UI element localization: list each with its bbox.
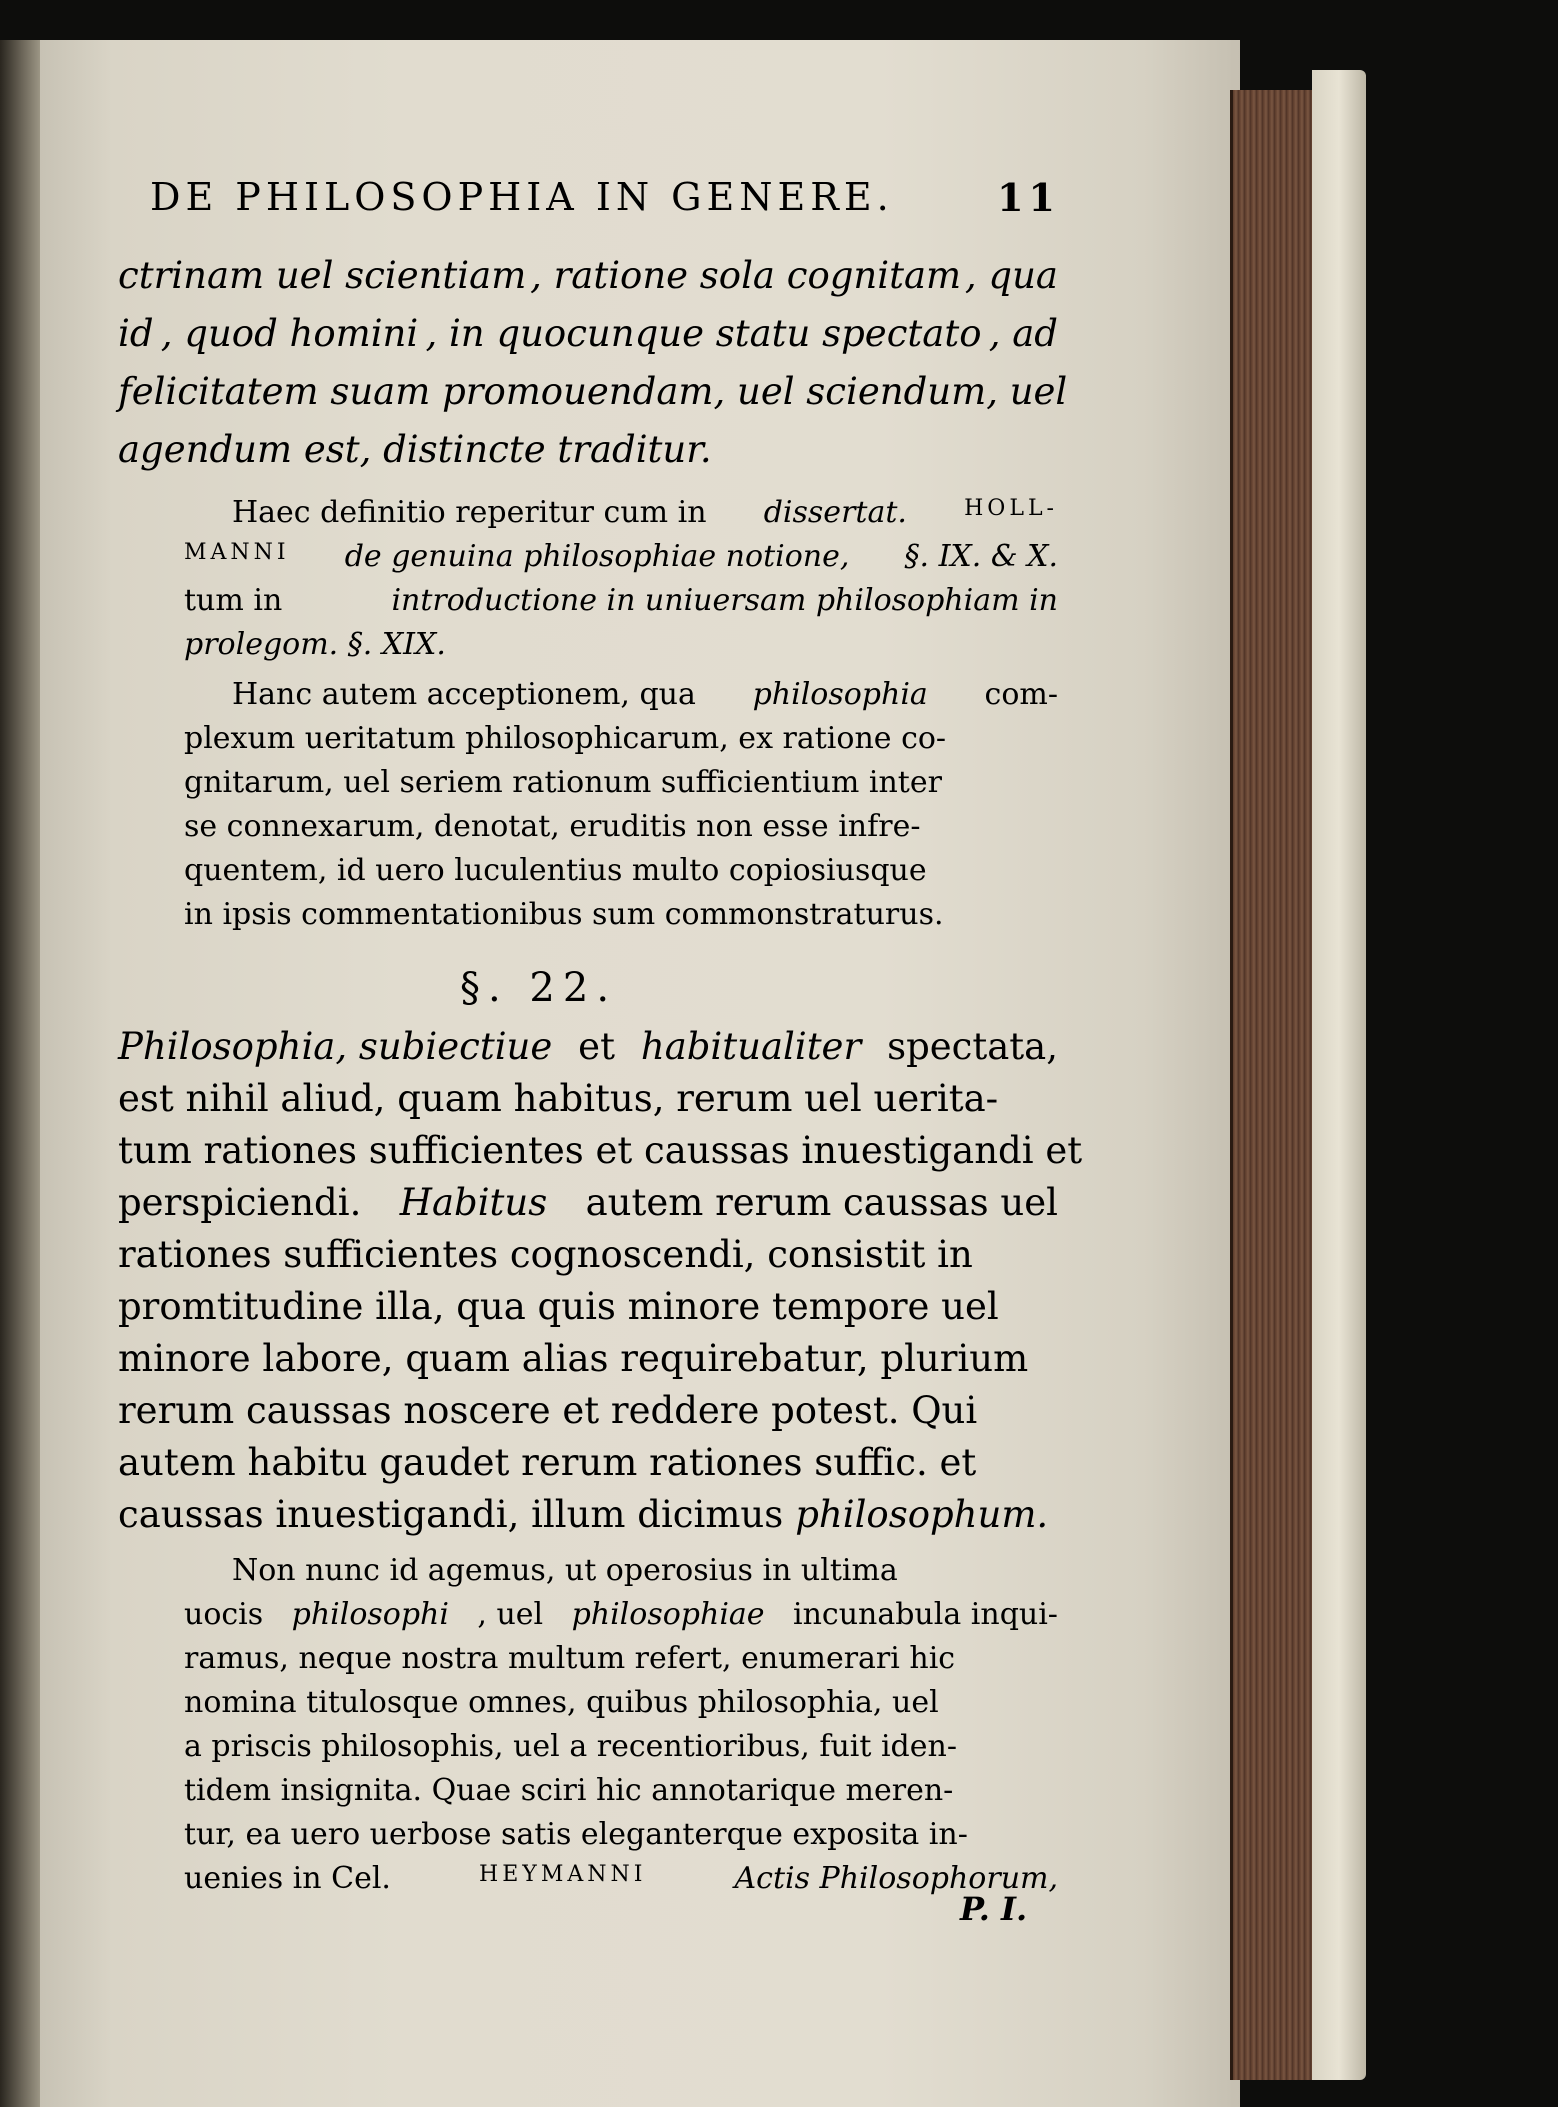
note-line: MANNI de genuina philosophiae notione, §. IX. & X. [184, 539, 1058, 574]
running-head-title: DE PHILOSOPHIA IN GENERE. [150, 175, 894, 219]
note-line: nomina titulosque omnes, quibus philosophia, uel [184, 1685, 939, 1720]
main-text-line: promtitudine illa, qua quis minore tempore uel [118, 1285, 999, 1328]
main-text-line: rationes sufficientes cognoscendi, consistit in [118, 1233, 973, 1276]
section-heading: §. 22. [460, 965, 618, 1011]
main-text-line: Philosophia , subiectiue et habitualiter spectata, [118, 1025, 1058, 1068]
note-line: a priscis philosophis, uel a recentioribus, fuit iden- [184, 1729, 957, 1764]
definition-line: agendum est , distincte traditur. [118, 428, 712, 471]
definition-line: ctrinam uel scientiam , ratione sola cognitam , qua [118, 254, 1058, 297]
page-number: 11 [997, 175, 1060, 220]
main-text-line: rerum caussas noscere et reddere potest. Qui [118, 1389, 978, 1432]
catchword: P. I. [960, 1890, 1028, 1928]
definition-line: id , quod homini , in quocunque statu spectato , ad [118, 312, 1058, 355]
note-line: Haec definitio reperitur cum in dissertat. HOLL- [232, 495, 1058, 530]
note-line: tum in introductione in uniuersam philosophiam in [184, 583, 1058, 618]
main-text-line: minore labore, quam alias requirebatur, plurium [118, 1337, 1029, 1380]
main-text-line: caussas inuestigandi, illum dicimus philosophum. [118, 1493, 1049, 1536]
note-line: in ipsis commentationibus sum commonstraturus. [184, 897, 944, 932]
note-line: gnitarum, uel seriem rationum sufficientium inter [184, 765, 942, 800]
note-line: plexum ueritatum philosophicarum, ex ratione co- [184, 721, 947, 756]
main-text-line: autem habitu gaudet rerum rationes suffic. et [118, 1441, 977, 1484]
note-line: uenies in Cel. HEYMANNI Actis Philosophorum, [184, 1861, 1058, 1896]
left-page-edge [0, 40, 40, 2107]
book-cover-edge [1312, 70, 1366, 2080]
note-line: prolegom. §. XIX. [184, 627, 446, 662]
note-line: uocis philosophi , uel philosophiae incunabula inqui- [184, 1597, 1058, 1632]
note-line: se connexarum, denotat, eruditis non esse infre- [184, 809, 921, 844]
page-fore-edge [1230, 90, 1315, 2080]
note-line: quentem, id uero luculentius multo copiosiusque [184, 853, 927, 888]
note-line: tidem insignita. Quae sciri hic annotarique meren- [184, 1773, 954, 1808]
definition-line: felicitatem suam promouendam , uel sciendum , uel [118, 370, 1068, 413]
note-line: Non nunc id agemus, ut operosius in ultima [232, 1553, 898, 1588]
note-line: Hanc autem acceptionem, qua philosophia com- [232, 677, 1058, 712]
running-head [150, 175, 1060, 225]
main-text-line: tum rationes sufficientes et caussas inuestigandi et [118, 1129, 1083, 1172]
main-text-line: est nihil aliud, quam habitus, rerum uel uerita- [118, 1077, 999, 1120]
note-line: tur, ea uero uerbose satis eleganterque exposita in- [184, 1817, 968, 1852]
main-text-line: perspiciendi. Habitus autem rerum caussas uel [118, 1181, 1058, 1224]
note-line: ramus, neque nostra multum refert, enumerari hic [184, 1641, 956, 1676]
